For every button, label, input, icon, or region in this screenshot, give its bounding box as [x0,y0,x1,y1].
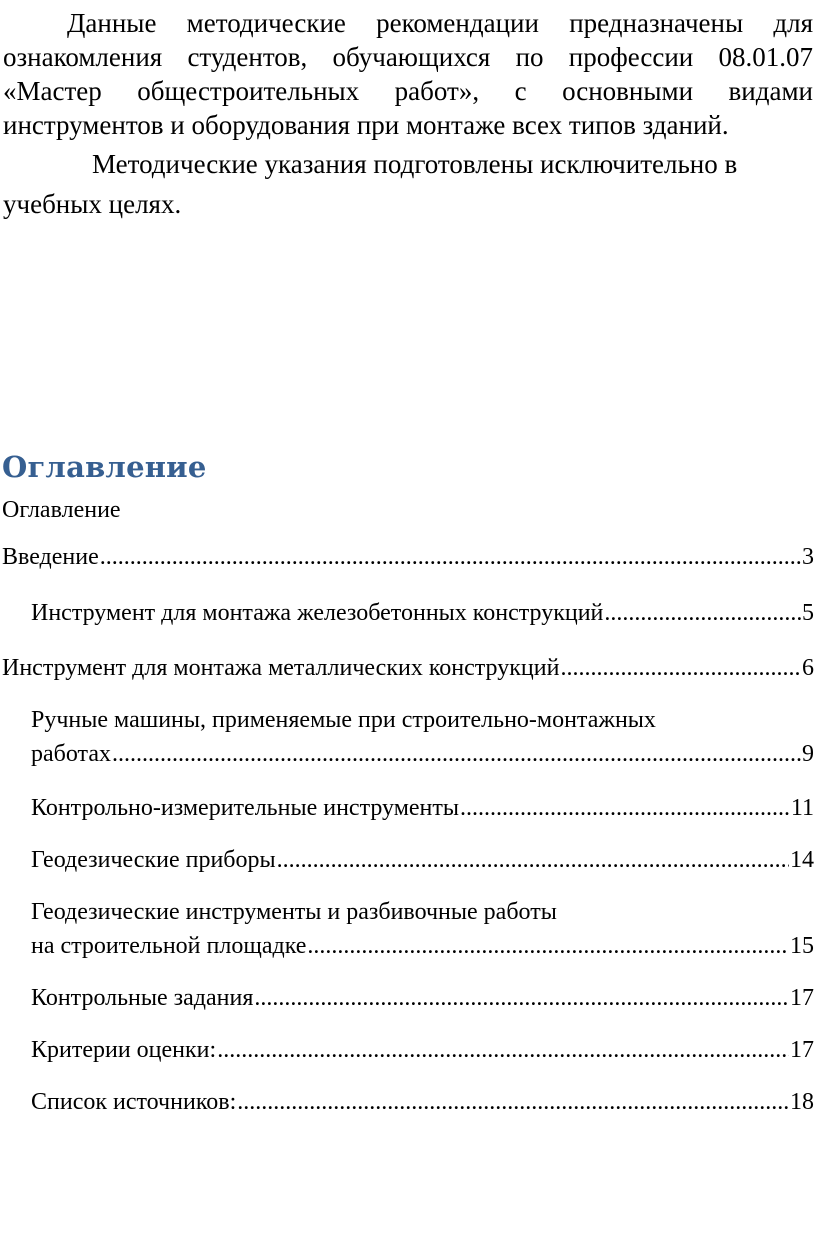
toc-page-number: 9 [802,741,814,767]
toc-subtitle: Оглавление [2,497,121,523]
toc-entry-title: Критерии оценки: [31,1037,217,1063]
toc-entry[interactable] [0,1033,816,1067]
toc-entry-title: Контрольные задания [31,985,254,1011]
toc-page-number: 14 [790,847,814,873]
toc-page-number: 18 [790,1089,814,1115]
toc-dot-leader [560,651,801,685]
toc-page-number: 6 [802,655,814,681]
toc-entry-title: Инструмент для монтажа железобетонных конструкций [31,600,604,626]
toc-entry[interactable] [0,540,816,574]
toc-entry-title-first-line: Ручные машины, применяемые при строительно-монтажных [31,707,656,733]
intro-paragraph-purpose: Данные методические рекомендации предназначены для ознакомления студентов, обучающихся по профессии 08.01.07 «Мастер общестроительных работ», с основными видами инструментов и оборудования при монтаже всех типов зданий. [3,8,813,140]
toc-page-number: 17 [790,985,814,1011]
toc-entry[interactable] [0,703,816,771]
toc-entry[interactable] [0,651,816,685]
toc-dot-leader [254,981,789,1015]
toc-page-number: 11 [790,795,814,821]
toc-entry-title: Контрольно-измерительные инструменты [31,795,460,821]
toc-page-number: 17 [790,1037,814,1063]
toc-dot-leader [307,929,789,963]
toc-dot-leader [112,737,801,771]
toc-entry[interactable] [0,1085,816,1119]
toc-page-number: 15 [790,933,814,959]
toc-list [0,540,816,1119]
toc-entry-title-first-line: Геодезические инструменты и разбивочные работы [31,899,557,925]
toc-entry[interactable] [0,843,816,877]
toc-entry-title: на строительной площадке [31,933,307,959]
toc-dot-leader [237,1085,789,1119]
toc-page-number: 5 [802,600,814,626]
toc-heading: Оглавление [2,450,207,484]
toc-dot-leader [100,540,801,574]
toc-dot-leader [604,596,801,630]
toc-dot-leader [277,843,789,877]
toc-entry-title: Геодезические приборы [31,847,276,873]
toc-entry[interactable] [0,981,816,1015]
toc-entry[interactable] [0,596,816,630]
toc-dot-leader [460,791,790,825]
toc-entry-title: Введение [2,544,99,570]
toc-entry-title: Список источников: [31,1089,237,1115]
toc-dot-leader [217,1033,789,1067]
toc-entry-title: работах [31,741,111,767]
intro-paragraph-disclaimer: Методические указания подготовлены исключительно в учебных целях. [3,149,738,219]
toc-entry-title: Инструмент для монтажа металлических конструкций [2,655,560,681]
toc-entry[interactable] [0,895,816,963]
toc-entry[interactable] [0,791,816,825]
intro-section [3,6,813,224]
toc-page-number: 3 [802,544,814,570]
